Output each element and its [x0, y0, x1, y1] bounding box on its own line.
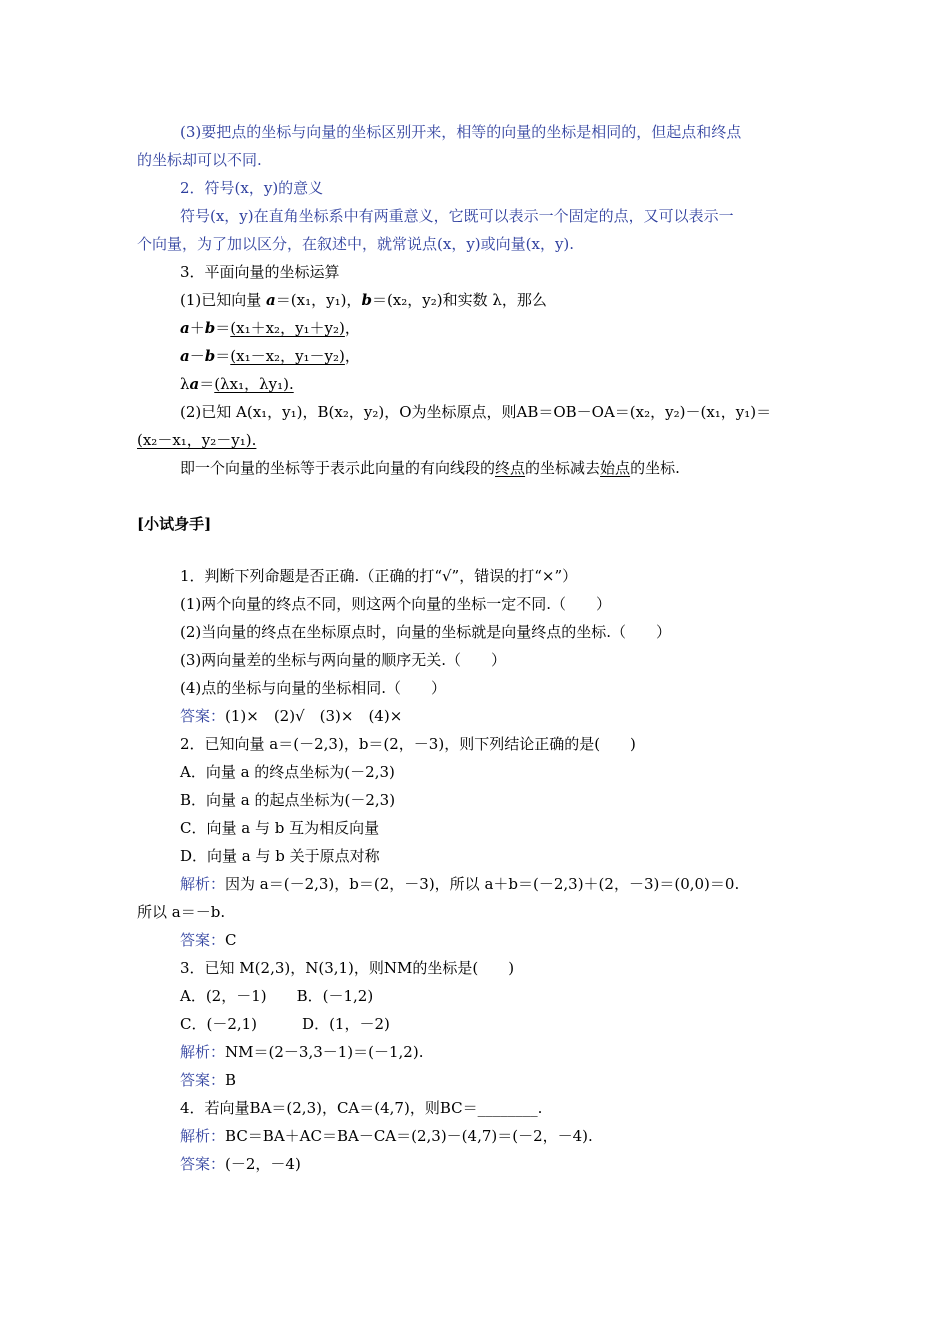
sum-value: (x₁＋x₂，y₁＋y₂) — [230, 319, 345, 337]
q4-answer-label: 答案： — [180, 1155, 226, 1173]
scalar-formula — [180, 374, 294, 394]
ab-coordinate-line2: (x₂－x₁，y₂－y₁). — [137, 431, 257, 449]
q2-solution-text: 因为 a＝(－2,3)，b＝(2，－3)，所以 a＋b＝(－2,3)＋(2，－3)＝(0,0)＝0. — [225, 875, 740, 893]
q4-stem: 4．若向量BA＝(2,3)，CA＝(4,7)，则BC＝________. — [180, 1099, 543, 1117]
rule-post: 的坐标. — [630, 459, 680, 477]
vector-b: b — [361, 291, 372, 309]
q2-option-a: A．向量 a 的终点坐标为(－2,3) — [180, 763, 395, 781]
q4-solution-label: 解析： — [180, 1127, 226, 1145]
q2-solution-label: 解析： — [180, 875, 226, 893]
q2-answer-label: 答案： — [180, 931, 226, 949]
q1-statement-3: (3)两向量差的坐标与两向量的顺序无关.（ ） — [180, 651, 507, 669]
ops-given-a-value: ＝(x₁，y₁)， — [275, 291, 362, 309]
q1-answer — [180, 706, 402, 726]
symbol-meaning-line2: 个向量，为了加以区分，在叙述中，就常说点(x，y)或向量(x，y). — [137, 235, 575, 253]
sum-op: ＋ — [189, 319, 205, 337]
q1-statement-2: (2)当向量的终点在坐标原点时，向量的坐标就是向量终点的坐标.（ ） — [180, 623, 672, 641]
note3-line2: 的坐标却可以不同. — [137, 151, 262, 169]
q4-answer-value: (－2，－4) — [225, 1155, 301, 1173]
diff-b: b — [204, 347, 216, 365]
q2-answer — [180, 930, 237, 950]
q3-options-ab: A．(2，－1) B．(－1,2) — [180, 987, 374, 1005]
q3-answer-value: B — [225, 1071, 237, 1089]
heading-symbol-meaning: 2．符号(x，y)的意义 — [180, 179, 324, 197]
note3-line1: (3)要把点的坐标与向量的坐标区别开来，相等的向量的坐标是相同的，但起点和终点 — [180, 123, 742, 141]
ab-coordinate-line1: (2)已知 A(x₁，y₁)，B(x₂，y₂)，O为坐标原点，则AB＝OB－OA＝(x₂，y₂)－(x₁，y₁)＝ — [180, 403, 772, 421]
q2-option-d: D．向量 a 与 b 关于原点对称 — [180, 847, 380, 865]
symbol-meaning-line1: 符号(x，y)在直角坐标系中有两重意义，它既可以表示一个固定的点，又可以表示一 — [180, 207, 734, 225]
q3-answer-label: 答案： — [180, 1071, 226, 1089]
q1-stem: 1．判断下列命题是否正确.（正确的打“√”，错误的打“×”） — [180, 567, 578, 585]
rule-endpoint: 终点 — [495, 459, 526, 477]
scalar-lambda: λ — [180, 375, 190, 393]
scalar-value: (λx₁，λy₁). — [214, 375, 294, 393]
ops-given-rest: ＝(x₂，y₂)和实数 λ，那么 — [371, 291, 547, 309]
scalar-eq: ＝ — [199, 375, 215, 393]
ops-given-prefix: (1)已知向量 — [180, 291, 267, 309]
q2-option-c: C．向量 a 与 b 互为相反向量 — [180, 819, 380, 837]
q2-answer-value: C — [225, 931, 237, 949]
q4-answer — [180, 1154, 301, 1174]
ops-given-line — [180, 290, 547, 310]
sum-formula: a＋b＝(x₁＋x₂，y₁＋y₂)， — [180, 319, 360, 337]
rule-pre: 即一个向量的坐标等于表示此向量的有向线段的 — [180, 459, 496, 477]
sum-b: b — [204, 319, 216, 337]
q2-option-b: B．向量 a 的起点坐标为(－2,3) — [180, 791, 396, 809]
rule-startpoint: 始点 — [600, 459, 631, 477]
q1-answer-value: (1)× (2)√ (3)× (4)× — [225, 707, 403, 725]
vector-a: a — [266, 291, 276, 309]
q1-answer-label: 答案： — [180, 707, 226, 725]
sum-a: a — [180, 319, 190, 337]
coordinate-rule — [180, 458, 680, 478]
q3-answer — [180, 1070, 236, 1090]
q3-solution — [180, 1042, 423, 1062]
q2-solution-line2: 所以 a＝－b. — [137, 903, 226, 921]
diff-op: － — [189, 347, 205, 365]
diff-value: (x₁－x₂，y₁－y₂) — [230, 347, 345, 365]
diff-eq: ＝ — [215, 347, 231, 365]
difference-formula: a－b＝(x₁－x₂，y₁－y₂)， — [180, 347, 360, 365]
q4-solution-text: BC＝BA＋AC＝BA－CA＝(2,3)－(4,7)＝(－2，－4). — [225, 1127, 593, 1145]
section-title: [小试身手] — [137, 515, 212, 533]
q4-solution — [180, 1126, 593, 1146]
q3-options-cd: C．(－2,1) D．(1，－2) — [180, 1015, 390, 1033]
q3-stem: 3．已知 M(2,3)，N(3,1)，则NM的坐标是( ) — [180, 959, 515, 977]
q1-statement-4: (4)点的坐标与向量的坐标相同.（ ） — [180, 679, 447, 697]
scalar-a: a — [189, 375, 200, 393]
rule-mid: 的坐标减去 — [525, 459, 601, 477]
q3-solution-label: 解析： — [180, 1043, 226, 1061]
diff-a: a — [180, 347, 190, 365]
q2-stem: 2．已知向量 a＝(－2,3)，b＝(2，－3)，则下列结论正确的是( ) — [180, 735, 636, 753]
q3-solution-text: NM＝(2－3,3－1)＝(－1,2). — [225, 1043, 424, 1061]
heading-coordinate-operations: 3．平面向量的坐标运算 — [180, 263, 340, 281]
sum-eq: ＝ — [215, 319, 231, 337]
q2-solution-line1 — [180, 874, 739, 894]
q1-statement-1: (1)两个向量的终点不同，则这两个向量的坐标一定不同.（ ） — [180, 595, 612, 613]
